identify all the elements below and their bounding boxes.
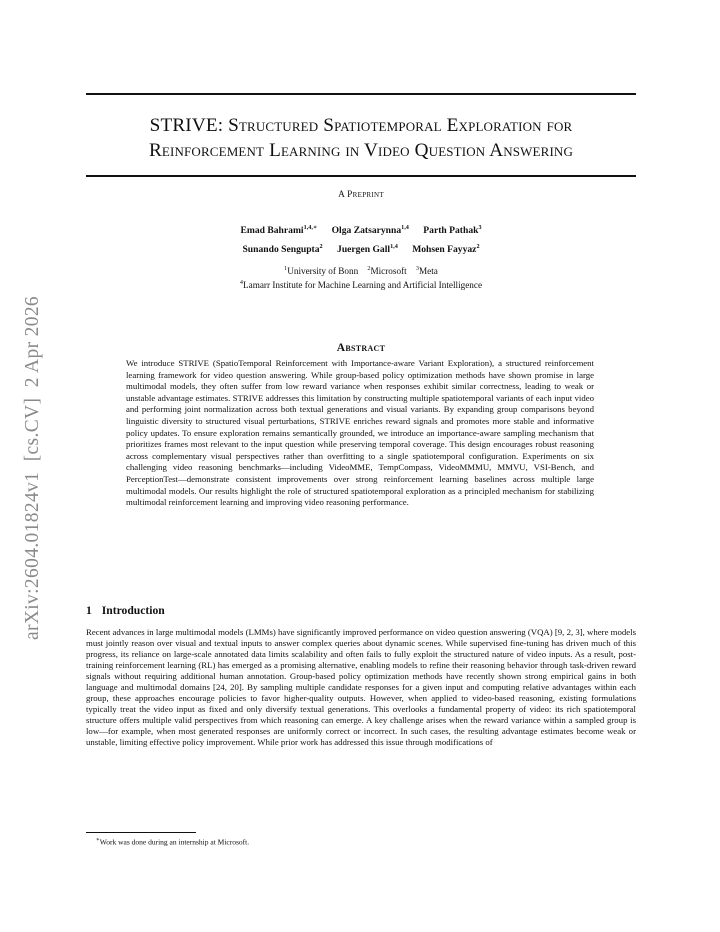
footnote-mark: ∗ xyxy=(96,837,100,843)
author: Sunando Sengupta$^2$ xyxy=(242,243,323,256)
abstract-heading: Abstract xyxy=(336,342,386,354)
author-row-2 xyxy=(86,243,636,255)
paper-title xyxy=(86,113,636,163)
arxiv-stamp-text: arXiv:2604.01824v1 [cs.CV] 2 Apr 2026 xyxy=(22,295,43,640)
footnote-text: Work was done during an internship at Microsoft. xyxy=(99,837,250,847)
affiliation-row-1 xyxy=(86,265,636,276)
affiliation: $^2$Microsoft xyxy=(367,265,407,277)
title-top-rule xyxy=(86,93,636,95)
affiliation-row-2 xyxy=(86,279,636,290)
author: Mohsen Fayyaz$^2$ xyxy=(412,243,480,256)
paper-title-line-1: STRIVE: Structured Spatiotemporal Exploration for xyxy=(149,115,573,136)
affiliation: $^4$Lamarr Institute for Machine Learning and Artificial Intelligence xyxy=(239,279,483,291)
author: Juergen Gall$^{1,4}$ xyxy=(337,243,398,256)
title-bottom-rule xyxy=(86,175,636,177)
section-title: Introduction xyxy=(101,604,165,617)
author: Parth Pathak$^3$ xyxy=(423,224,482,237)
author: Emad Bahrami$^{1,4,∗}$ xyxy=(240,224,318,237)
affiliation: $^1$University of Bonn xyxy=(284,265,359,277)
section-heading xyxy=(86,604,165,617)
preprint-label: A Preprint xyxy=(338,190,384,200)
author: Olga Zatsarynna$^{1,4}$ xyxy=(331,224,409,237)
footnote xyxy=(96,837,249,847)
arxiv-stamp xyxy=(18,264,46,640)
introduction-body: Recent advances in large multimodal models (LMMs) have significantly improved performance on video question answering (VQA) [9, 2, 3], where models must jointly reason over visual and textual inputs to answer complex queries about dynamic scenes. While supervised fine-tuning has driven much of this progress, its reliance on large-scale annotated data limits scalability and often fails to fully exploit the structured nature of video inputs. As a result, post-training reinforcement learning (RL) has emerged as a promising alternative, enabling models to refine their reasoning behavior through task-driven reward signals without requiring additional human annotation. Group-based policy optimization methods have recently shown strong empirical gains in both language and multimodal domains [24, 20]. By sampling multiple candidate responses for a given input and computing relative advantages within each group, these approaches encourage policies to favor higher-quality outputs. However, when applied to video-based reasoning, existing formulations typically treat the video input as fixed and only diversify textual generations. This overlooks a fundamental property of video: its rich spatiotemporal structure offers multiple valid perspectives from which reasoning can emerge. A key challenge arises when the reward variance within a sampled group is low—for example, when most generated responses are uniformly correct or incorrect. In such cases, the resulting advantage estimates become weak or unstable, limiting effective policy improvement. While prior work has addressed this issue through modifications of xyxy=(86,627,636,748)
paper-title-line-2: Reinforcement Learning in Video Question Answering xyxy=(148,140,574,161)
author-row-1 xyxy=(86,224,636,236)
affiliation: $^3$Meta xyxy=(415,265,438,277)
abstract-body: We introduce STRIVE (SpatioTemporal Reinforcement with Importance-aware Variant Exploration), a structured reinforcement learning framework for video question answering. While group-based policy optimization methods have shown promise in large multimodal models, they often suffer from low reward variance when responses exhibit similar correctness, leading to weak or unstable advantage estimates. STRIVE addresses this limitation by constructing multiple spatiotemporal variants of each input video and performing joint normalization across both textual generations and visual variants. By expanding group comparisons beyond linguistic diversity to structured visual perturbations, STRIVE enriches reward signals and promotes more stable and informative policy updates. To ensure exploration remains semantically grounded, we introduce an importance-aware sampling mechanism that prioritizes frames most relevant to the input question while preserving temporal coverage. This design encourages robust reasoning across complementary visual perspectives rather than overfitting to a single spatiotemporal configuration. Experiments on six challenging video reasoning benchmarks—including VideoMME, TempCompass, VideoMMMU, MMVU, VSI-Bench, and PerceptionTest—demonstrate consistent improvements over strong reinforcement learning baselines across multiple large multimodal models. Our results highlight the role of structured spatiotemporal exploration as a principled mechanism for stabilizing multimodal reinforcement learning and improving video reasoning performance. xyxy=(126,358,594,508)
footnote-rule xyxy=(86,832,196,833)
section-number: 1 xyxy=(86,604,92,617)
